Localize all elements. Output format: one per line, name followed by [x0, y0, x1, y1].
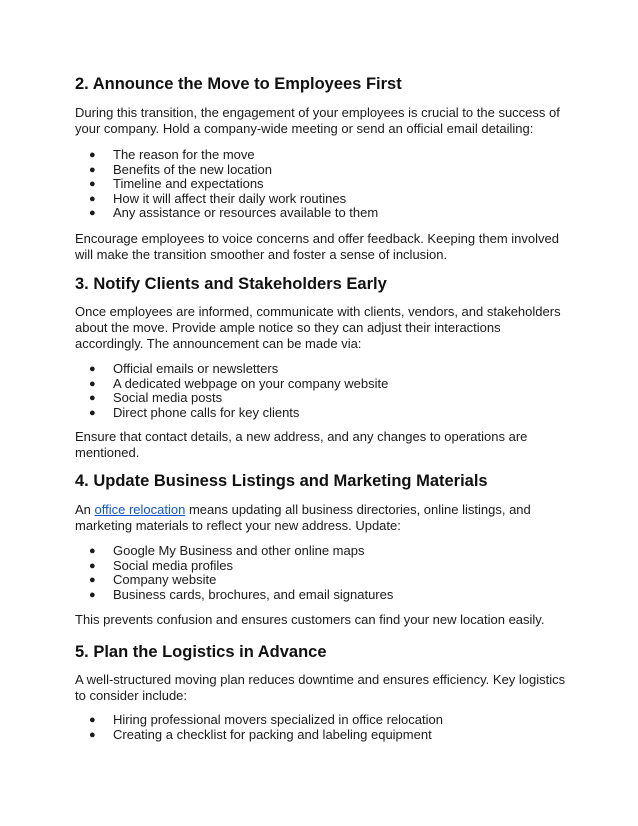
- list-item: ● How it will affect their daily work routines: [89, 190, 347, 206]
- section-3-list: [75, 362, 567, 420]
- section-3-intro: Once employees are informed, communicate with clients, vendors, and stakeholders about the move. Provide ample notice so they can adjust their interactions accordingly. The announcement can be made via:: [75, 304, 561, 351]
- list-item: ● Business cards, brochures, and email signatures: [89, 586, 394, 602]
- bullet-icon: ●: [89, 728, 96, 741]
- list-item: ● Official emails or newsletters: [89, 361, 279, 376]
- section-2-intro: During this transition, the engagement of your employees is crucial to the success of your company. Hold a company-wide meeting or send an official email detailing:: [75, 105, 560, 136]
- bullet-icon: ●: [89, 714, 96, 726]
- bullet-icon: ●: [89, 559, 96, 572]
- list-item: ● Hiring professional movers specialized in office relocation: [89, 712, 443, 727]
- section-4-intro: [75, 502, 567, 534]
- bullet-icon: ●: [89, 377, 96, 390]
- bullet-icon: ●: [89, 178, 96, 191]
- intro-prefix: An: [75, 502, 95, 517]
- bullet-icon: ●: [89, 192, 96, 205]
- section-4-outro: This prevents confusion and ensures customers can find your new location easily.: [75, 612, 545, 627]
- section-3-outro: Ensure that contact details, a new address, and any changes to operations are mentioned.: [75, 429, 528, 460]
- section-2-heading: 2. Announce the Move to Employees First: [75, 75, 402, 93]
- section-2-outro: Encourage employees to voice concerns and offer feedback. Keeping them involved will make the transition smoother and foster a sense of inclusion.: [75, 231, 559, 262]
- section-4-list: [75, 544, 567, 602]
- list-item: ● A dedicated webpage on your company website: [89, 375, 389, 391]
- list-item: ● Social media posts: [89, 390, 223, 406]
- intro-suffix: means updating all business directories, online listings, and marketing materials to reflect your new address. Update:: [75, 502, 531, 533]
- bullet-icon: ●: [89, 406, 96, 419]
- bullet-icon: ●: [89, 363, 96, 375]
- list-item: ● Company website: [89, 572, 217, 588]
- list-item: ● Google My Business and other online maps: [89, 543, 365, 558]
- list-item: ● Social media profiles: [89, 557, 233, 573]
- section-4-heading: 4. Update Business Listings and Marketing Materials: [75, 472, 488, 490]
- bullet-icon: ●: [89, 163, 96, 176]
- section-2-list: [75, 148, 567, 221]
- bullet-icon: ●: [89, 588, 96, 601]
- bullet-icon: ●: [89, 545, 96, 557]
- list-item: ● The reason for the move: [89, 147, 255, 162]
- section-3-heading: 3. Notify Clients and Stakeholders Early: [75, 275, 387, 293]
- list-item: ● Benefits of the new location: [89, 161, 272, 177]
- list-item: ● Direct phone calls for key clients: [89, 404, 300, 420]
- office-relocation-link[interactable]: office relocation: [94, 502, 186, 517]
- list-item: ● Timeline and expectations: [89, 176, 264, 192]
- section-5-intro: A well-structured moving plan reduces downtime and ensures efficiency. Key logistics to consider include:: [75, 672, 566, 703]
- bullet-icon: ●: [89, 392, 96, 405]
- bullet-icon: ●: [89, 207, 96, 220]
- list-item: ● Creating a checklist for packing and labeling equipment: [89, 726, 432, 742]
- section-5-list: [75, 713, 567, 742]
- list-item: ● Any assistance or resources available to them: [89, 205, 379, 221]
- bullet-icon: ●: [89, 149, 96, 161]
- bullet-icon: ●: [89, 574, 96, 587]
- section-5-heading: 5. Plan the Logistics in Advance: [75, 643, 327, 661]
